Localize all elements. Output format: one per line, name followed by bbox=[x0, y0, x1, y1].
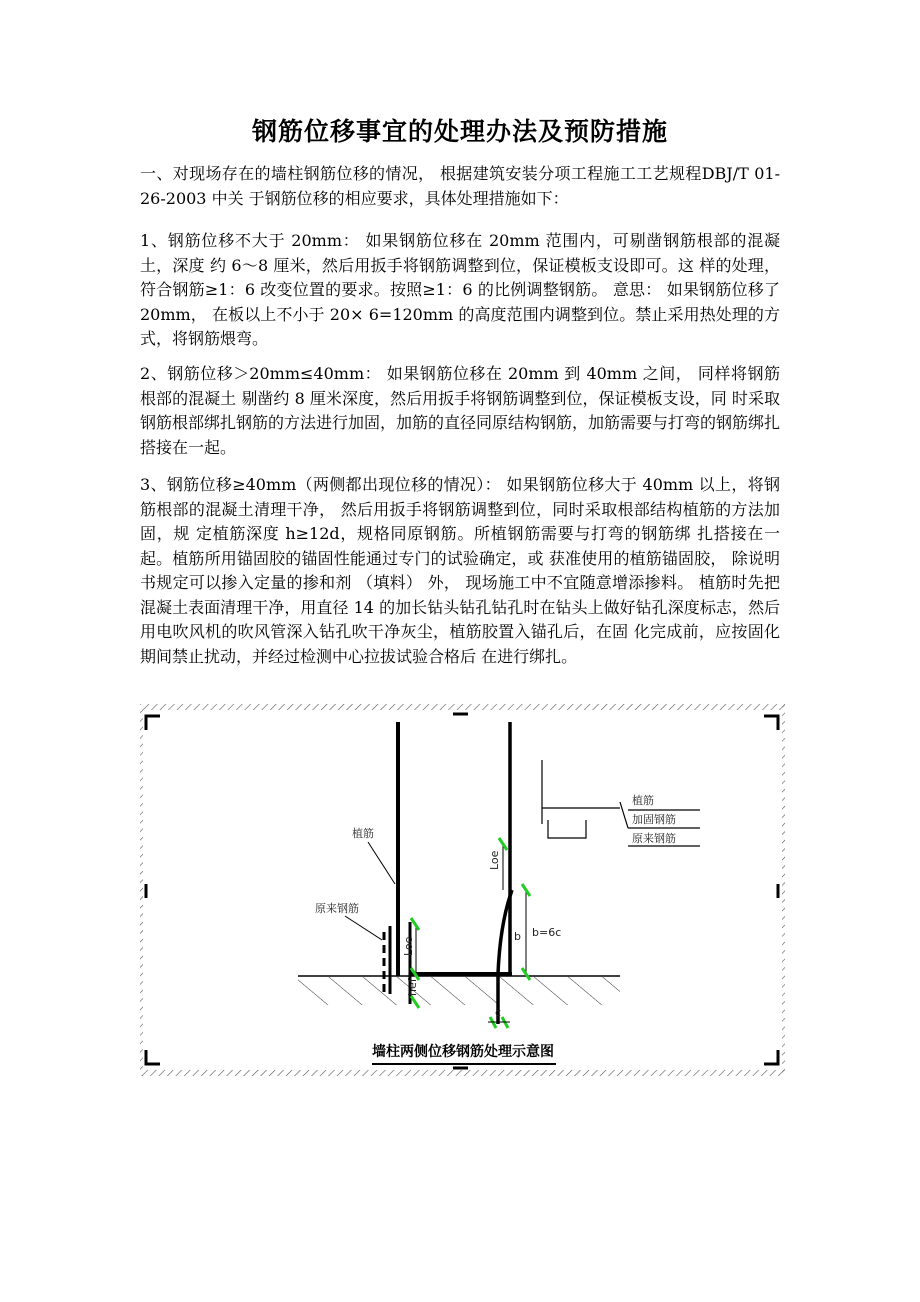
label-b-eq: b=6c bbox=[532, 926, 562, 939]
label-loe-right: Loe bbox=[488, 850, 501, 870]
figure-caption: 墙柱两侧位移钢筋处理示意图 bbox=[372, 1044, 554, 1060]
rebar-diagram-svg bbox=[140, 704, 785, 1076]
paragraph-intro: 一、对现场存在的墙柱钢筋位移的情况， 根据建筑安装分项工程施工工艺规程DBJ/T 01-26-2003 中关 于钢筋位移的相应要求，具体处理措施如下： bbox=[140, 164, 780, 208]
label-c: c bbox=[495, 1006, 502, 1019]
frame-bottom bbox=[140, 1070, 785, 1076]
paragraph-item-2: 2、钢筋位移＞20mm≤40mm： 如果钢筋位移在 20mm 到 40mm 之间， 同样将钢筋根部的混凝土 剔凿约 8 厘米深度，然后用扳手将钢筋调整到位，保证模板支设，同 时采取钢筋根部绑扎钢筋的方法进行加固，加筋的直径同原结构钢筋，加筋需要与打弯的钢筋绑扎搭接在一起。 bbox=[140, 364, 781, 457]
document-title: 钢筋位移事宜的处理办法及预防措施 bbox=[251, 117, 668, 146]
paragraph-item-1: 1、钢筋位移不大于 20mm： 如果钢筋位移在 20mm 范围内，可剔凿钢筋根部的混凝土，深度 约 6～8 厘米，然后用扳手将钢筋调整到位，保证模板支设即可。这 样的处理，符合钢筋≥1：6 改变位置的要求。按照≥1：6 的比例调整钢筋。 意思： 如果钢筋位移了 20mm， 在板以上不小于 20× 6=120mm 的高度范围内调整到位。禁止采用热处理的方式，将钢筋煨弯。 bbox=[140, 231, 780, 348]
rebar-diagram bbox=[140, 704, 785, 1076]
corner-marks bbox=[146, 714, 778, 1068]
label-loe-left: Loe bbox=[402, 936, 415, 956]
paragraph-item-3: 3、钢筋位移≥40mm（两侧都出现位移的情况）： 如果钢筋位移大于 40mm 以上，将钢筋根部的混凝土清理干净， 然后用扳手将钢筋调整到位，同时采取根部结构植筋的方法加固，规 定植筋深度 h≥12d，规格同原钢筋。所植钢筋需要与打弯的钢筋绑 扎搭接在一起。植筋所用锚固胶的锚固性能通过专门的试验确定，或 获准使用的植筋锚固胶， 除说明书规定可以掺入定量的掺和剂 （填料） 外， 现场施工中不宜随意增添掺料。 植筋时先把混凝土表面清理干净，用直径 14 的加长钻头钻孔钻孔时在钻头上做好钻孔深度标志，然后 用电吹风机的吹风管深入钻孔吹干净灰尘，植筋胶置入锚孔后，在固 化完成前，应按固化期间禁止扰动，并经过检测中心拉拔试验合格后 在进行绑扎。 bbox=[140, 475, 780, 666]
legend-item-2: 加固钢筋 bbox=[632, 813, 676, 826]
legend-item-1: 植筋 bbox=[632, 794, 654, 807]
legend-symbols bbox=[542, 760, 700, 846]
legend-item-3: 原来钢筋 bbox=[632, 832, 676, 845]
label-original-bar: 原来钢筋 bbox=[315, 902, 359, 915]
frame-right bbox=[782, 704, 785, 1076]
frame-top bbox=[140, 704, 785, 710]
ground-hatch bbox=[298, 977, 620, 1005]
label-planted-bar: 植筋 bbox=[352, 827, 374, 840]
label-hef: hef bbox=[406, 978, 419, 996]
frame-left bbox=[140, 704, 143, 1076]
label-b: b bbox=[514, 930, 521, 943]
